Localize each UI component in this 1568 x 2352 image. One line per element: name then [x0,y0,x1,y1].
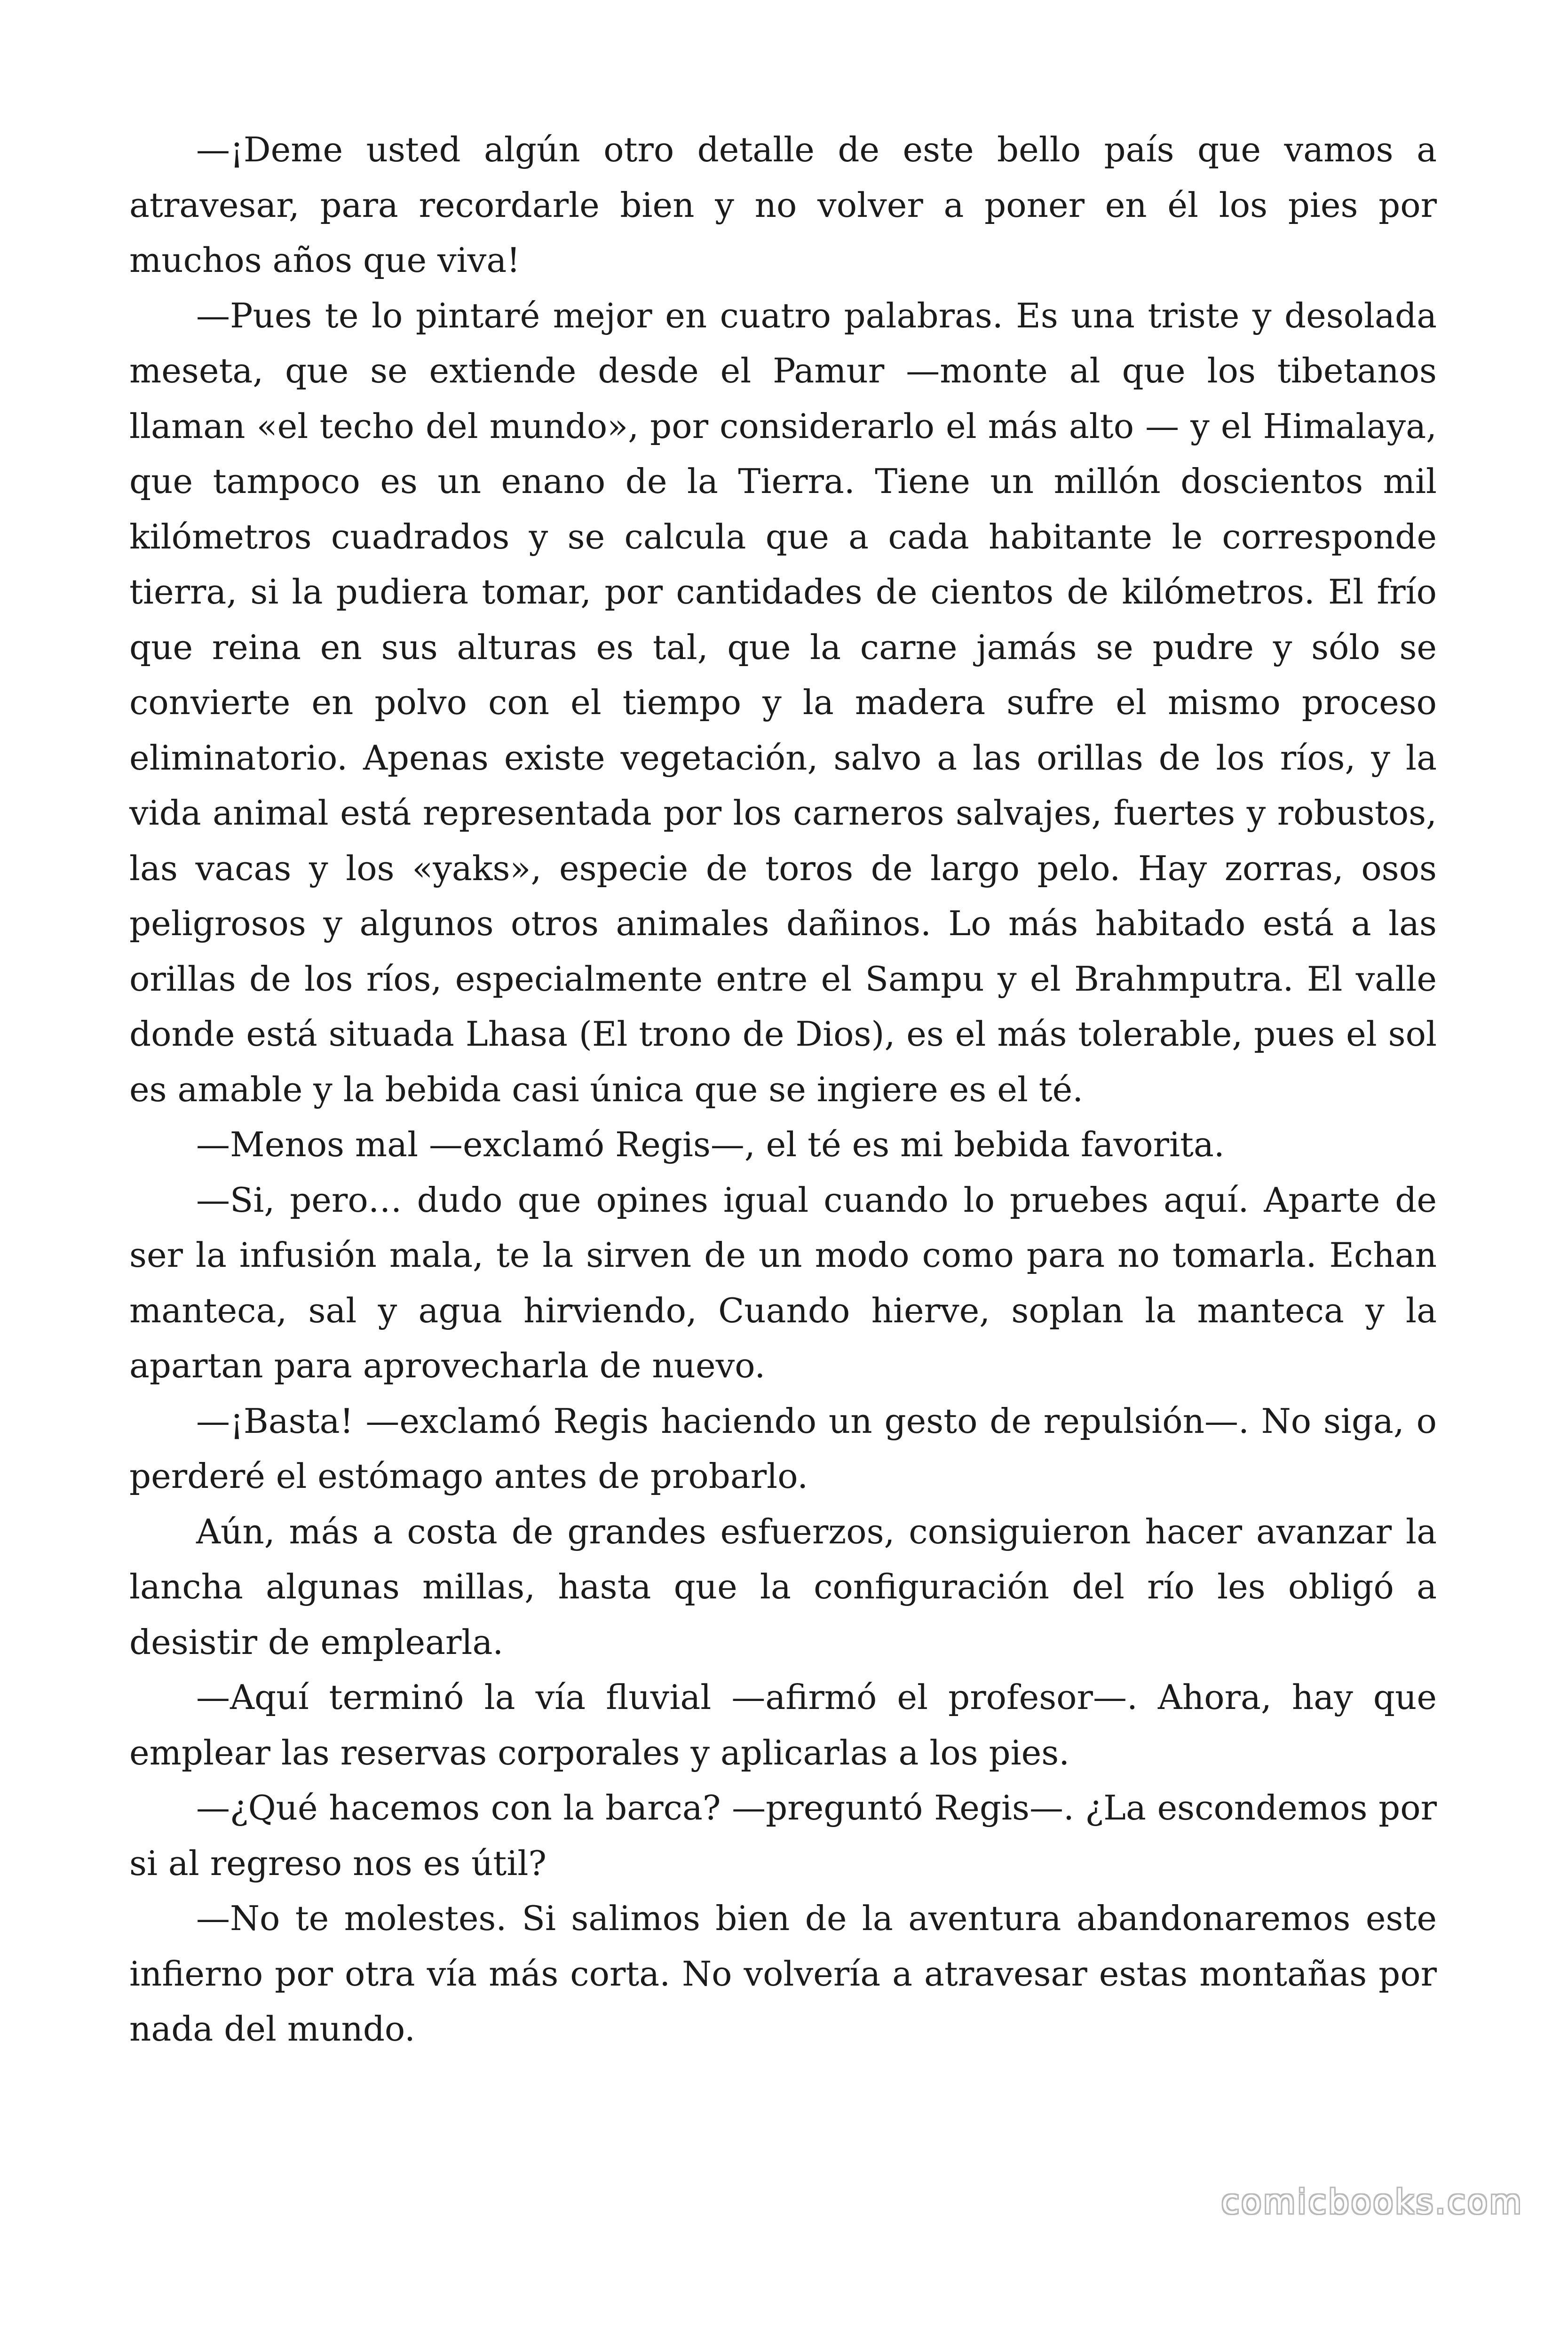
paragraph: —¿Qué hacemos con la barca? —preguntó Regis—. ¿La escondemos por si al regreso nos es útil? [129,1788,1437,1883]
paragraph: —Si, pero… dudo que opines igual cuando lo pruebes aquí. Aparte de ser la infusión mala, te la sirven de un modo como para no tomarla. Echan manteca, sal y agua hirviendo, Cuando hierve, soplan la manteca y la apartan para aprovecharla de nuevo. [129,1180,1437,1385]
watermark: comicbooks.com [1221,2183,1523,2221]
paragraph: Aún, más a costa de grandes esfuerzos, consiguieron hacer avanzar la lancha algunas millas, hasta que la configuración del río les obligó a desistir de emplearla. [129,1511,1437,1662]
paragraph: —Pues te lo pintaré mejor en cuatro palabras. Es una triste y desolada meseta, que se extiende desde el Pamur —monte al que los tibetanos llaman «el techo del mundo», por considerarlo el más alto — y el Himalaya, que tampoco es un enano de la Tierra. Tiene un millón doscientos mil kilómetros cuadrados y se calcula que a cada habitante le corresponde tierra, si la pudiera tomar, por cantidades de cientos de kilómetros. El frío que reina en sus alturas es tal, que la carne jamás se pudre y sólo se convierte en polvo con el tiempo y la madera sufre el mismo proceso eliminatorio. Apenas existe vegetación, salvo a las orillas de los ríos, y la vida animal está representada por los carneros salvajes, fuertes y robustos, las vacas y los «yaks», especie de toros de largo pelo. Hay zorras, osos peligrosos y algunos otros animales dañinos. Lo más habitado está a las orillas de los ríos, especialmente entre el Sampu y el Brahmputra. El valle donde está situada Lhasa (El trono de Dios), es el más tolerable, pues el sol es amable y la bebida casi única que se ingiere es el té. [129,295,1437,1109]
paragraph: —No te molestes. Si salimos bien de la aventura abandonaremos este infierno por otra vía más corta. No volvería a atravesar estas montañas por nada del mundo. [129,1899,1437,2049]
paragraph: —¡Basta! —exclamó Regis haciendo un gesto de repulsión—. No siga, o perderé el estómago antes de probarlo. [129,1401,1437,1496]
paragraph: —Aquí terminó la vía fluvial —afirmó el profesor—. Ahora, hay que emplear las reservas corporales y aplicarlas a los pies. [129,1677,1437,1772]
page-text [129,122,1437,2057]
paragraph: —Menos mal —exclamó Regis—, el té es mi bebida favorita. [196,1125,1225,1164]
paragraph: —¡Deme usted algún otro detalle de este bello país que vamos a atravesar, para recordarle bien y no volver a poner en él los pies por muchos años que viva! [129,130,1437,280]
